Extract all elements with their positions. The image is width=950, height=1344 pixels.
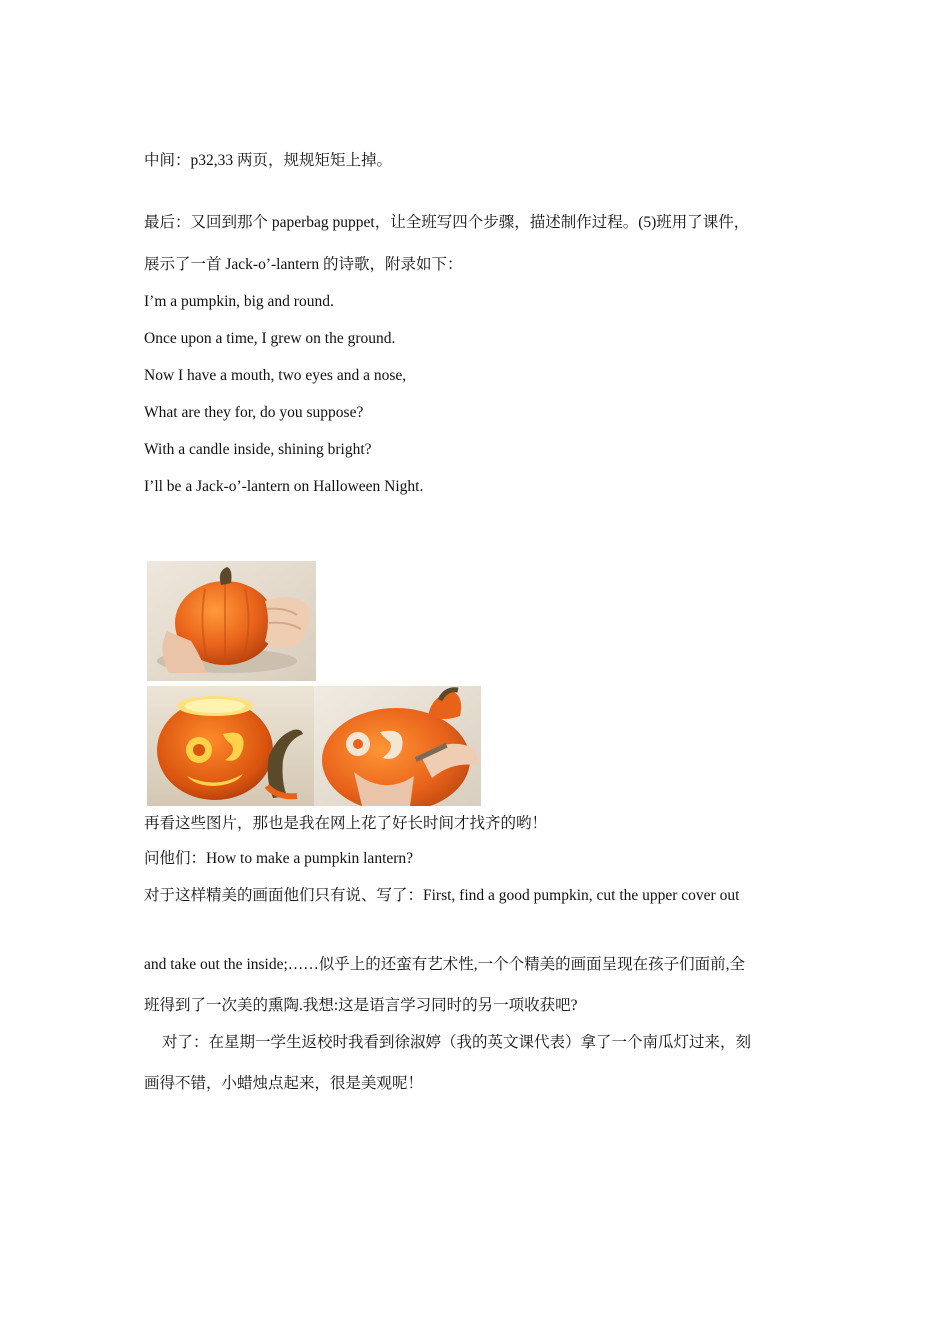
pumpkin-lantern-glowing-photo-icon: [147, 686, 314, 806]
after-images-line-4: and take out the inside;……似乎上的还蛮有艺术性,一个个精美的画面呈现在孩子们面前,全: [144, 956, 746, 973]
after-images-line-7: 画得不错，小蜡烛点起来，很是美观呢！: [144, 1075, 424, 1092]
poem-line-4: What are they for, do you suppose?: [144, 404, 364, 421]
after-images-line-1: 再看这些图片，那也是我在网上花了好长时间才找齐的哟！: [144, 815, 548, 832]
pumpkin-carving-photo-icon: [314, 686, 481, 806]
after-images-line-5: 班得到了一次美的熏陶.我想:这是语言学习同时的另一项收获吧?: [144, 997, 578, 1014]
poem-line-1: I’m a pumpkin, big and round.: [144, 293, 334, 310]
poem-line-6: I’ll be a Jack-o’-lantern on Halloween Night.: [144, 478, 424, 495]
after-images-line-2: 问他们：How to make a pumpkin lantern?: [144, 850, 414, 867]
poem-line-5: With a candle inside, shining bright?: [144, 441, 372, 458]
paragraph-last-line2: 展示了一首 Jack-o’-lantern 的诗歌，附录如下：: [144, 256, 463, 273]
poem-line-2: Once upon a time, I grew on the ground.: [144, 330, 396, 347]
paragraph-middle: 中间：p32,33 两页，规规矩矩上掉。: [144, 152, 393, 169]
pumpkin-whole-photo-icon: [147, 561, 316, 681]
after-images-line-6: 对了：在星期一学生返校时我看到徐淑婷（我的英文课代表）拿了一个南瓜灯过来，刻: [162, 1034, 752, 1051]
poem-line-3: Now I have a mouth, two eyes and a nose,: [144, 367, 407, 384]
after-images-line-3: 对于这样精美的画面他们只有说、写了：First, find a good pumpkin, cut the upper cover out: [144, 887, 740, 904]
paragraph-last-line1: 最后：又回到那个 paperbag puppet，让全班写四个步骤，描述制作过程。(5)班用了课件，: [144, 214, 750, 231]
